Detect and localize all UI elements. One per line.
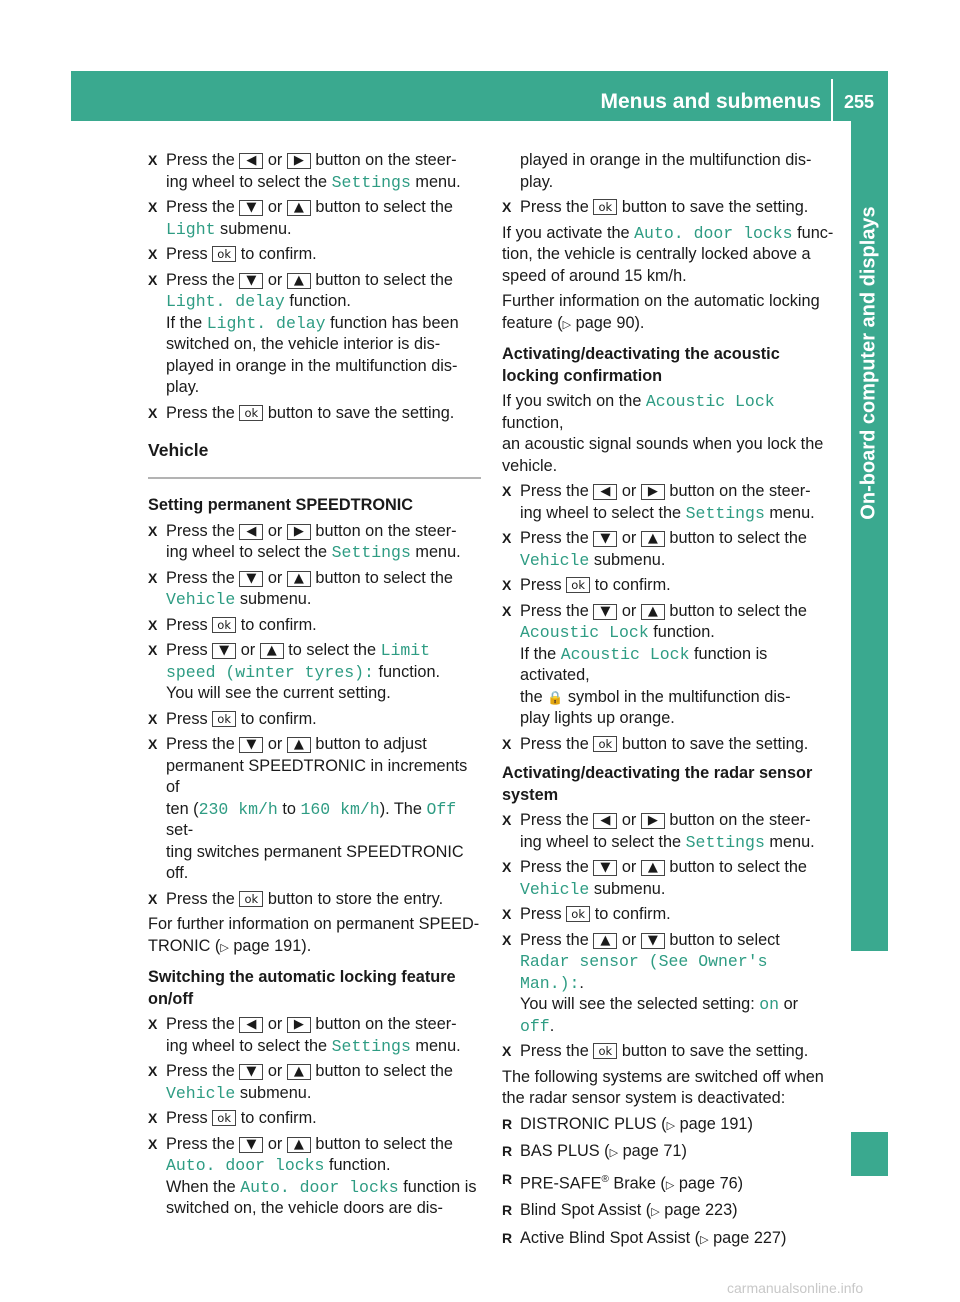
side-tab-label: On-board computer and displays [857,206,880,520]
page-number: 255 [843,92,874,112]
down-arrow-icon: ▼ [593,531,617,547]
header-separator [831,79,833,121]
step: X Press the ▼ or ▲ button to select the Acoustic Lock function. If the Acoustic Lock function is activated, the 🔒 symbol in the multifunction dis- play lights up orange. [502,601,834,730]
ok-icon: ok [212,617,236,633]
up-arrow-icon: ▲ [593,933,617,949]
step: X Press ▼ or ▲ to select the Limit speed (winter tyres): function. You will see the current setting. [148,640,481,705]
page-ref-icon: ▷ [666,1119,676,1132]
step: X Press the ok button to store the entry. [148,889,481,911]
step: X Press ok to confirm. [148,1108,481,1130]
step: X Press the ▼ or ▲ button to select the Auto. door locks function. When the Auto. door locks function is switched on, the vehicle doors are dis- [148,1134,481,1220]
down-arrow-icon: ▼ [593,860,617,876]
step: X Press the ▼ or ▲ button to select the Vehicle submenu. [148,568,481,611]
left-arrow-icon: ◀ [239,524,263,540]
up-arrow-icon: ▲ [260,643,284,659]
right-arrow-icon: ▶ [287,524,311,540]
list-item: R DISTRONIC PLUS (▷ page 191) [502,1114,834,1138]
subheading: Activating/deactivating the acoustic locking confirmation [502,345,780,385]
down-arrow-icon: ▼ [239,737,263,753]
page-ref-icon: ▷ [700,1233,709,1246]
lock-icon: 🔒 [547,689,564,705]
step: X Press ok to confirm. [148,709,481,731]
ok-icon: ok [593,199,617,215]
side-marker [851,1132,888,1176]
up-arrow-icon: ▲ [287,737,311,753]
paragraph: If you activate the Auto. door locks func- tion, the vehicle is centrally locked above a speed of around 15 km/h. [502,223,834,285]
up-arrow-icon: ▲ [641,531,665,547]
right-arrow-icon: ▶ [287,153,311,169]
left-arrow-icon: ◀ [593,484,617,500]
step: X Press the ok button to save the setting. [502,734,834,756]
up-arrow-icon: ▲ [287,1064,311,1080]
watermark: carmanualsonline.info [727,1280,864,1296]
up-arrow-icon: ▲ [287,273,311,289]
paragraph: Further information on the automatic locking feature (▷ page 90). [502,292,820,332]
ok-icon: ok [239,891,263,907]
list-item: R Blind Spot Assist (▷ page 223) [502,1200,834,1224]
page-ref-icon: ▷ [220,941,229,954]
step: X Press the ▼ or ▲ button to adjust permanent SPEEDTRONIC in increments of ten (230 km/h to 160 km/h). The Off set- ting switches permanent SPEEDTRONIC off. [148,734,481,885]
ok-icon: ok [566,577,590,593]
down-arrow-icon: ▼ [212,643,236,659]
section-heading: Vehicle [148,440,481,479]
left-arrow-icon: ◀ [593,813,617,829]
up-arrow-icon: ▲ [287,200,311,216]
paragraph: The following systems are switched off when the radar sensor system is deactivated: [502,1067,824,1107]
step: X Press the ok button to save the setting. [148,403,481,425]
step: X Press the ▼ or ▲ button to select the Vehicle submenu. [148,1061,481,1104]
step: X Press ok to confirm. [148,244,481,266]
page-ref-icon: ▷ [651,1206,660,1219]
down-arrow-icon: ▼ [239,200,263,216]
step: X Press the ▼ or ▲ button to select the Light. delay function. If the Light. delay function has been switched on, the vehicle interior is dis- played in orange in the multifunction dis- play. [148,270,481,399]
subheading: Switching the automatic locking feature on/off [148,968,456,1008]
step: X Press the ok button to save the setting. [502,1041,834,1063]
up-arrow-icon: ▲ [287,571,311,587]
ok-icon: ok [239,405,263,421]
down-arrow-icon: ▼ [641,933,665,949]
step: X Press ok to confirm. [148,615,481,637]
step: X Press the ◀ or ▶ button on the steer- ing wheel to select the Settings menu. [148,1014,481,1057]
ok-icon: ok [212,1110,236,1126]
page-title: Menus and submenus [600,90,821,113]
ok-icon: ok [212,711,236,727]
page-ref-icon: ▷ [562,318,572,331]
up-arrow-icon: ▲ [287,1137,311,1153]
step: X Press the ▼ or ▲ button to select the Vehicle submenu. [502,528,834,571]
step: X Press the ◀ or ▶ button on the steer- ing wheel to select the Settings menu. [502,810,834,853]
left-column [148,150,481,1224]
up-arrow-icon: ▲ [641,604,665,620]
step: X Press the ok button to save the setting. [502,197,834,219]
list-item: R BAS PLUS (▷ page 71) [502,1141,834,1165]
paragraph: For further information on permanent SPEED- TRONIC (▷ page 191). [148,915,480,955]
page-ref-icon: ▷ [665,1178,675,1191]
subheading: Setting permanent SPEEDTRONIC [148,496,414,514]
list-item: R PRE-SAFE® Brake (▷ page 76) [502,1169,834,1197]
list-item: R Active Blind Spot Assist (▷ page 227) [502,1228,834,1252]
page-header [71,71,888,121]
left-arrow-icon: ◀ [239,1017,263,1033]
ok-icon: ok [593,736,617,752]
step: X Press the ▲ or ▼ button to select Radar sensor (See Owner's Man.):. You will see the selected setting: on or off. [502,930,834,1038]
step: X Press ok to confirm. [502,575,834,597]
down-arrow-icon: ▼ [239,571,263,587]
down-arrow-icon: ▼ [239,273,263,289]
ok-icon: ok [593,1043,617,1059]
step: X Press the ◀ or ▶ button on the steer- ing wheel to select the Settings menu. [502,481,834,524]
step: X Press the ◀ or ▶ button on the steer- ing wheel to select the Settings menu. [148,150,481,193]
step: X Press ok to confirm. [502,904,834,926]
step: X Press the ▼ or ▲ button to select the Vehicle submenu. [502,857,834,900]
ok-icon: ok [566,906,590,922]
down-arrow-icon: ▼ [239,1064,263,1080]
right-arrow-icon: ▶ [287,1017,311,1033]
down-arrow-icon: ▼ [593,604,617,620]
paragraph: If you switch on the Acoustic Lock function, an acoustic signal sounds when you lock the vehicle. [502,392,824,475]
right-arrow-icon: ▶ [641,813,665,829]
paragraph: played in orange in the multifunction dis- play. [520,151,812,191]
subheading: Activating/deactivating the radar sensor system [502,764,813,804]
step: X Press the ◀ or ▶ button on the steer- ing wheel to select the Settings menu. [148,521,481,564]
up-arrow-icon: ▲ [641,860,665,876]
ok-icon: ok [212,246,236,262]
step: X Press the ▼ or ▲ button to select the Light submenu. [148,197,481,240]
page-ref-icon: ▷ [609,1147,619,1159]
right-column [502,150,834,1255]
down-arrow-icon: ▼ [239,1137,263,1153]
right-arrow-icon: ▶ [641,484,665,500]
left-arrow-icon: ◀ [239,153,263,169]
